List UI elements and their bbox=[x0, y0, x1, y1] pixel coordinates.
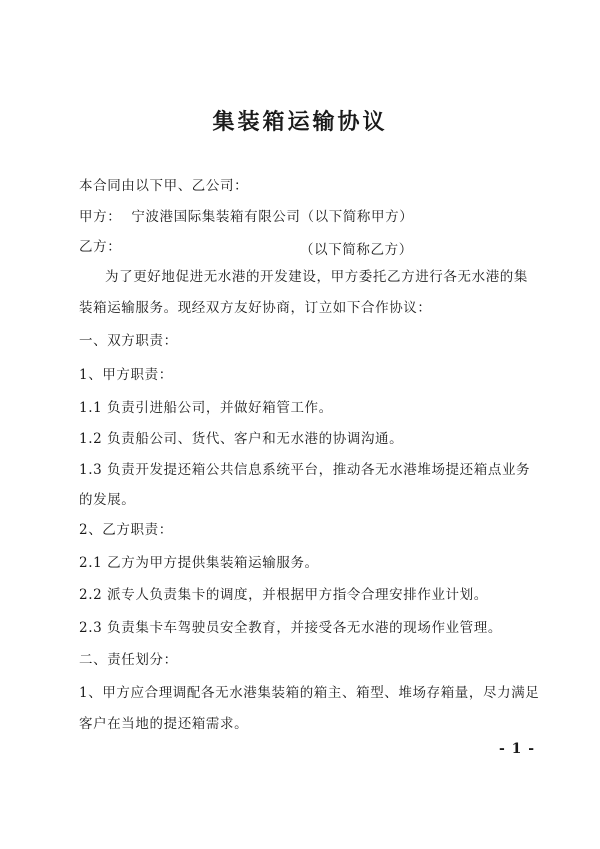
liability-clause-1-line-2: 客户在当地的提还箱需求。 bbox=[79, 716, 249, 732]
party-a-line bbox=[79, 208, 413, 226]
preamble-line-2: 装箱运输服务。现经双方友好协商，订立如下合作协议： bbox=[79, 300, 432, 316]
clause-1-3-line-2: 的发展。 bbox=[79, 492, 136, 508]
clause-1-2: 1.2 负责船公司、货代、客户和无水港的协调沟通。 bbox=[79, 431, 404, 447]
clause-2-3: 2.3 负责集卡车驾驶员安全教育，并接受各无水港的现场作业管理。 bbox=[79, 620, 502, 636]
party-a-duties-heading: 1、甲方职责： bbox=[79, 367, 173, 383]
clause-1-1: 1.1 负责引进船公司，并做好箱管工作。 bbox=[79, 400, 333, 416]
clause-1-3-line-1: 1.3 负责开发提还箱公共信息系统平台，推动各无水港堆场提还箱点业务 bbox=[79, 462, 531, 478]
document-title: 集装箱运输协议 bbox=[212, 110, 388, 135]
liability-clause-1-line-1: 1、甲方应合理调配各无水港集装箱的箱主、箱型、堆场存箱量，尽力满足 bbox=[79, 685, 540, 701]
party-a-label: 甲方： bbox=[79, 209, 122, 225]
section-1-heading: 一、双方职责： bbox=[79, 333, 178, 349]
party-a-name: 宁波港国际集装箱有限公司（以下简称甲方） bbox=[131, 209, 414, 225]
party-b-duties-heading: 2、乙方职责： bbox=[79, 522, 173, 538]
intro-line: 本合同由以下甲、乙公司： bbox=[79, 178, 249, 194]
clause-2-2: 2.2 派专人负责集卡的调度，并根据甲方指令合理安排作业计划。 bbox=[79, 587, 488, 603]
clause-2-1: 2.1 乙方为甲方提供集装箱运输服务。 bbox=[79, 555, 319, 571]
page-number: - 1 - bbox=[499, 741, 536, 757]
party-b-suffix: （以下简称乙方） bbox=[300, 242, 413, 258]
section-2-heading: 二、责任划分： bbox=[79, 652, 178, 668]
party-b-label: 乙方： bbox=[79, 239, 122, 255]
preamble-line-1: 为了更好地促进无水港的开发建设，甲方委托乙方进行各无水港的集 bbox=[105, 269, 528, 285]
